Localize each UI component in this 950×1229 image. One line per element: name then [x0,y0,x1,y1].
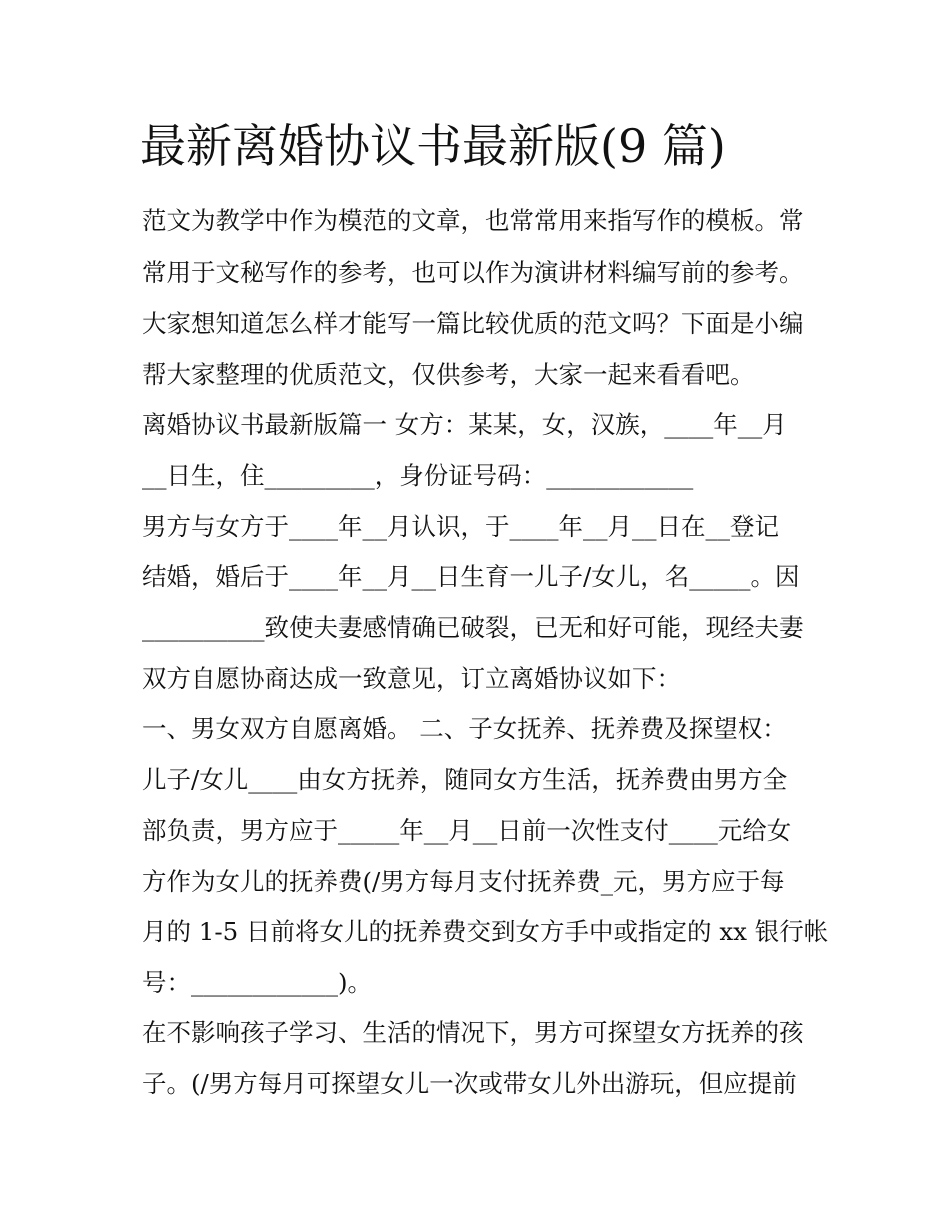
body-line-18: 子。(/男方每月可探望女儿一次或带女儿外出游玩，但应提前 [142,1069,797,1098]
body-line-15: 月的 1-5 日前将女儿的抚养费交到女方手中或指定的 xx 银行帐 [142,917,829,946]
body-line-10: 双方自愿协商达成一致意见，订立离婚协议如下： [142,664,681,693]
body-line-17: 在不影响孩子学习、生活的情况下，男方可探望女方抚养的孩 [142,1018,804,1047]
body-line-12: 儿子/女儿____由女方抚养，随同女方生活，抚养费由男方全 [142,765,788,794]
body-line-2: 常用于文秘写作的参考，也可以作为演讲材料编写前的参考。 [142,258,804,287]
body-line-7: 男方与女方于____年__月认识，于____年__月__日在__登记 [142,512,779,541]
body-line-16: 号：____________)。 [142,968,373,997]
body-line-8: 结婚，婚后于____年__月__日生育一儿子/女儿，名_____。因 [142,562,800,591]
body-line-3: 大家想知道怎么样才能写一篇比较优质的范文吗？下面是小编 [142,309,804,338]
body-line-1: 范文为教学中作为模范的文章，也常常用来指写作的模板。常 [142,206,804,235]
body-line-6: __日生，住_________，身份证号码：____________ [142,461,694,490]
body-line-13: 部负责，男方应于_____年__月__日前一次性支付____元给女 [142,816,792,845]
body-line-4: 帮大家整理的优质范文，仅供参考，大家一起来看看吧。 [142,360,755,389]
body-line-5: 离婚协议书最新版篇一 女方：某某，女，汉族，____年__月 [142,410,787,439]
body-line-11: 一、男女双方自愿离婚。 二、子女抚养、抚养费及探望权： [142,714,787,743]
body-line-9: __________致使夫妻感情确已破裂，已无和好可能，现经夫妻 [142,613,804,642]
document-title: 最新离婚协议书最新版(9 篇) [140,119,726,173]
body-line-14: 方作为女儿的抚养费(/男方每月支付抚养费_元，男方应于每 [142,867,785,896]
